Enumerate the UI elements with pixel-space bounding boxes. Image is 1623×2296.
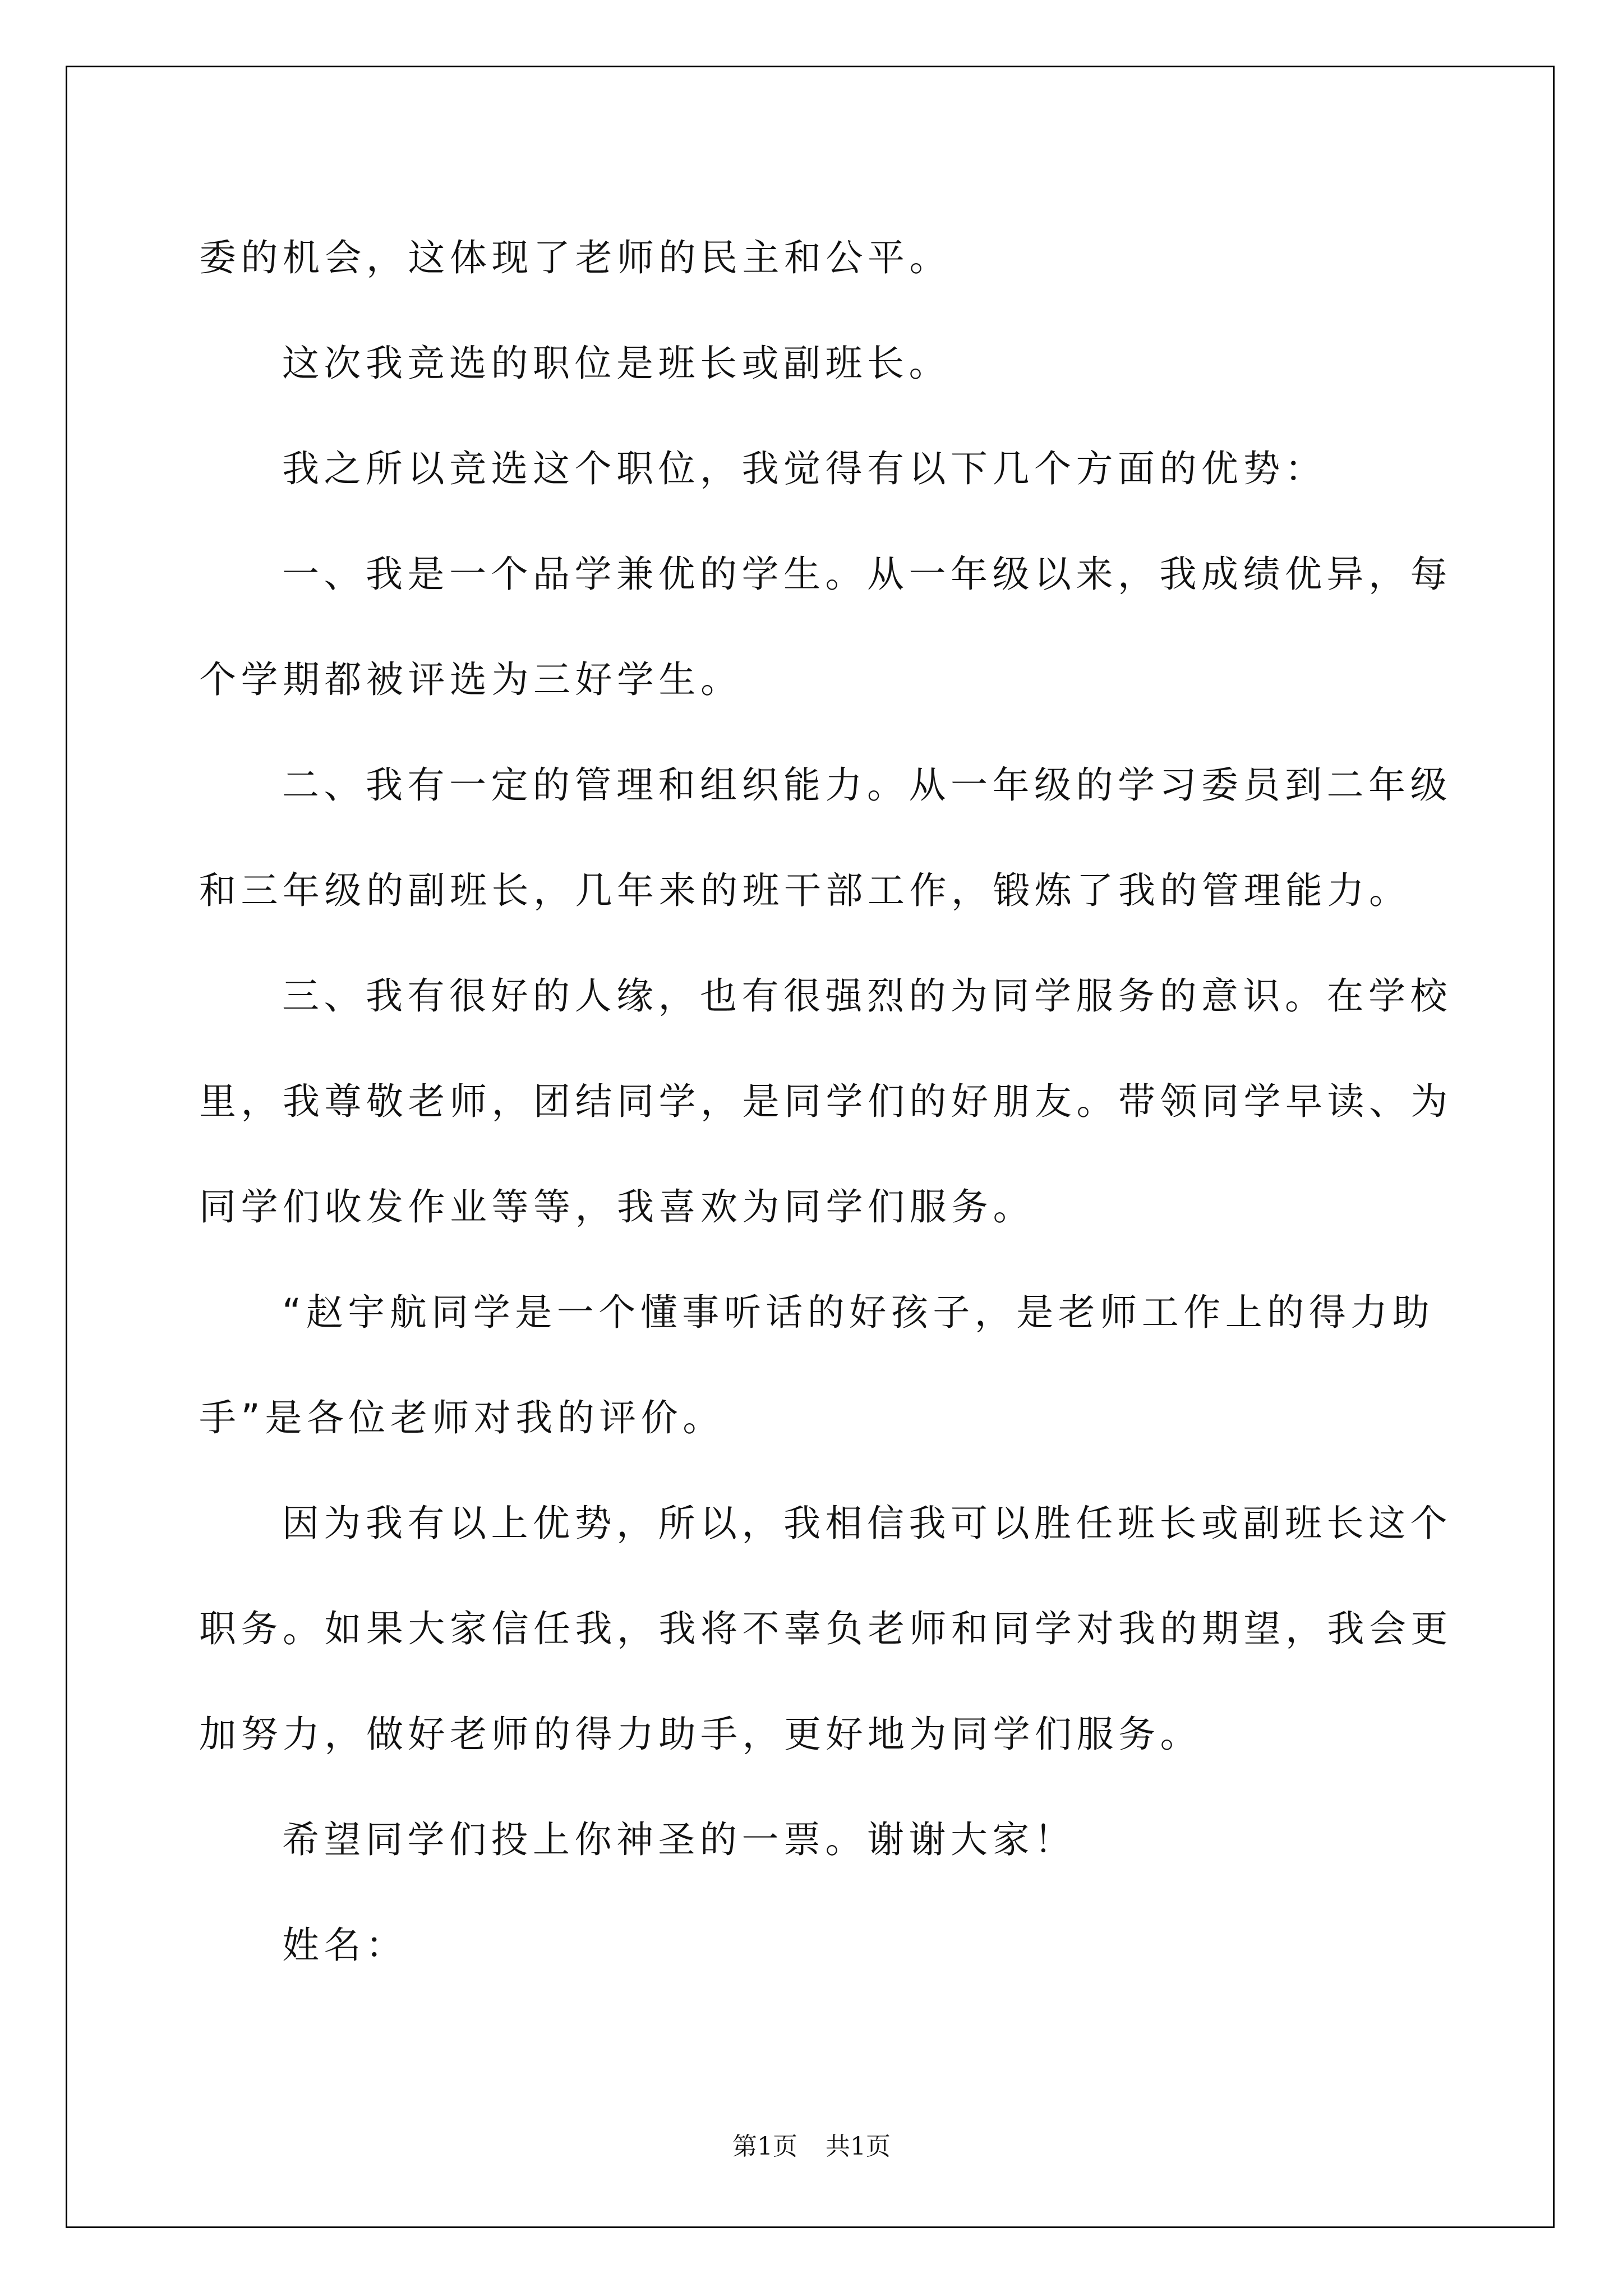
text-line: “赵宇航同学是一个懂事听话的好孩子，是老师工作上的得力助 xyxy=(282,1291,1435,1334)
text-line: 同学们收发作业等等，我喜欢为同学们服务。 xyxy=(199,1185,1035,1228)
document-body xyxy=(199,205,1453,1998)
text-line: 我之所以竞选这个职位，我觉得有以下几个方面的优势： xyxy=(282,447,1327,490)
text-line: 手”是各位老师对我的评价。 xyxy=(199,1396,725,1439)
text-line: 委的机会，这体现了老师的民主和公平。 xyxy=(199,236,951,279)
text-line: 职务。如果大家信任我，我将不辜负老师和同学对我的期望，我会更 xyxy=(199,1607,1453,1650)
text-line: 二、我有一定的管理和组织能力。从一年级的学习委员到二年级 xyxy=(282,763,1452,807)
text-line: 希望同学们投上你神圣的一票。谢谢大家！ xyxy=(282,1818,1076,1861)
text-line: 这次我竞选的职位是班长或副班长。 xyxy=(282,342,951,385)
text-line: 加努力，做好老师的得力助手，更好地为同学们服务。 xyxy=(199,1713,1202,1756)
text-line: 因为我有以上优势，所以，我相信我可以胜任班长或副班长这个 xyxy=(282,1502,1452,1545)
page-number-current: 第1页 xyxy=(732,2132,797,2161)
text-line: 个学期都被评选为三好学生。 xyxy=(199,658,743,701)
text-line: 姓名： xyxy=(282,1924,408,1967)
text-line: 一、我是一个品学兼优的学生。从一年级以来，我成绩优异，每 xyxy=(282,553,1452,596)
page-number-total: 共1页 xyxy=(826,2132,891,2161)
text-line: 里，我尊敬老师，团结同学，是同学们的好朋友。带领同学早读、为 xyxy=(199,1080,1453,1123)
page-footer xyxy=(0,2126,1623,2162)
text-line: 和三年级的副班长，几年来的班干部工作，锻炼了我的管理能力。 xyxy=(199,869,1411,912)
text-line: 三、我有很好的人缘，也有很强烈的为同学服务的意识。在学校 xyxy=(282,974,1452,1018)
